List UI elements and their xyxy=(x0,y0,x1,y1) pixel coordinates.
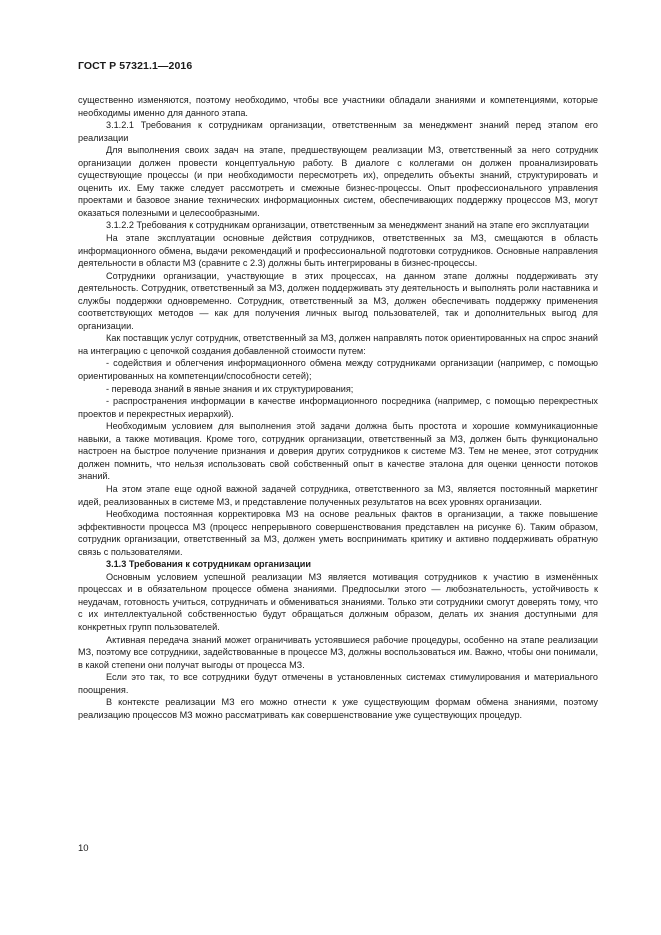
paragraph: На этом этапе еще одной важной задачей сотрудника, ответственного за МЗ, является постоянный маркетинг идей, реализованных в системе МЗ, и представление полученных результатов на всех уровнях организации. xyxy=(78,483,598,507)
document-header: ГОСТ Р 57321.1—2016 xyxy=(78,60,193,72)
list-item: - перевода знаний в явные знания и их структурирования; xyxy=(106,383,354,394)
paragraph: Необходимым условием для выполнения этой задачи должна быть простота и хорошие коммуникационные навыки, а также мотивация. Кроме того, сотрудник организации, ответственный за МЗ, должен быть функционально настроен на быстрое получение признания и доверия других сотрудников к системе МЗ. Тем не менее, этот сотрудник должен помнить, что нельзя использовать свой собственный опыт в качестве эталона для оценки ценности потоков знаний. xyxy=(78,421,598,482)
paragraph: Как поставщик услуг сотрудник, ответственный за МЗ, должен направлять поток ориентированных на спрос знаний на интеграцию с цепочкой создания добавленной стоимости путем: xyxy=(78,333,598,356)
list-item: - содействия и облегчения информационного обмена между сотрудниками организации (например, с помощью ориентированных на компетенции/способности сетей); xyxy=(78,358,598,382)
paragraph: На этапе эксплуатации основные действия сотрудников, ответственных за МЗ, смещаются в область информационного обмена, выдачи рекомендаций и профессиональной подготовки сотрудников. Основные направления деятельности в области МЗ (сравните с 2.3) должны быть интегрированы в бизнес-процессы. xyxy=(78,233,598,269)
list-item: - распространения информации в качестве информационного посредника (например, с помощью перекрестных проектов и перекрестных иерархий). xyxy=(78,396,598,419)
paragraph: Активная передача знаний может ограничивать устоявшиеся рабочие процедуры, особенно на этапе реализации МЗ, поэтому все сотрудники, задействованные в процессе МЗ, должны воспользоваться им. Важно, чтобы они понимали, в какой степени они получат выгоды от процесса МЗ. xyxy=(78,634,598,670)
paragraph: Для выполнения своих задач на этапе, предшествующем реализации МЗ, ответственный за него сотрудник организации должен провести концептуальную работу. В диалоге с коллегами он должен проанализировать существующие процессы (и при необходимости пересмотреть их), определить объекты знаний, структурировать и оценить их. Ему также следует рассмотреть и смежные бизнес-процессы. Опыт профессионального управления проектами и базовое знание технических информационных систем, обеспечивающих поддержку процессов МЗ, могут оказаться полезными и целесообразными. xyxy=(78,145,598,218)
paragraph: В контексте реализации МЗ его можно отнести к уже существующим формам обмена знаниями, поэтому реализацию процессов МЗ можно рассматривать как совершенствование уже существующих процедур. xyxy=(78,697,598,720)
paragraph: Сотрудники организации, участвующие в этих процессах, на данном этапе должны поддерживать эту деятельность. Сотрудник, ответственный за МЗ, должен поддерживать эту деятельность и выполнять роли наставника и службы поддержки одновременно. Сотрудник, ответственный за МЗ, должен обеспечивать поддержку применения соответствующих методов — как для получения личных выгод пользователей, так и дополнительных выгод для организации. xyxy=(78,270,598,331)
page-number: 10 xyxy=(78,843,89,854)
document-body xyxy=(78,94,598,721)
paragraph: Необходима постоянная корректировка МЗ на основе реальных фактов в организации, а также повышение эффективности процесса МЗ (процесс непрерывного совершенствования представлен на рисунке 6). Таким образом, сотрудник организации, ответственный за МЗ, должен уметь воспринимать критику и активно поддерживать обратную связь с пользователями. xyxy=(78,509,598,557)
paragraph: 3.1.2.2 Требования к сотрудникам организации, ответственным за менеджмент знаний на этапе его эксплуатации xyxy=(106,220,589,231)
paragraph: 3.1.2.1 Требования к сотрудникам организации, ответственным за менеджмент знаний перед этапом его реализации xyxy=(78,120,598,143)
paragraph: Основным условием успешной реализации МЗ является мотивация сотрудников к участию в изменённых процессах и в обязательном процессе обмена знаниями. Предпосылки этого — любознательность, устойчивость к неудачам, готовность учиться, сотрудничать и обмениваться знаниями. Только эти сотрудники смогут доверять тому, что с их интеллектуальной собственностью будут обращаться должным образом, делать их знания доступными для конкретных групп пользователей. xyxy=(78,571,598,632)
section-heading: 3.1.3 Требования к сотрудникам организации xyxy=(106,559,311,570)
paragraph: Если это так, то все сотрудники будут отмечены в установленных системах стимулирования и материального поощрения. xyxy=(78,672,598,695)
paragraph: существенно изменяются, поэтому необходимо, чтобы все участники обладали знаниями и компетенциями, которые необходимы именно для данного этапа. xyxy=(78,95,598,118)
